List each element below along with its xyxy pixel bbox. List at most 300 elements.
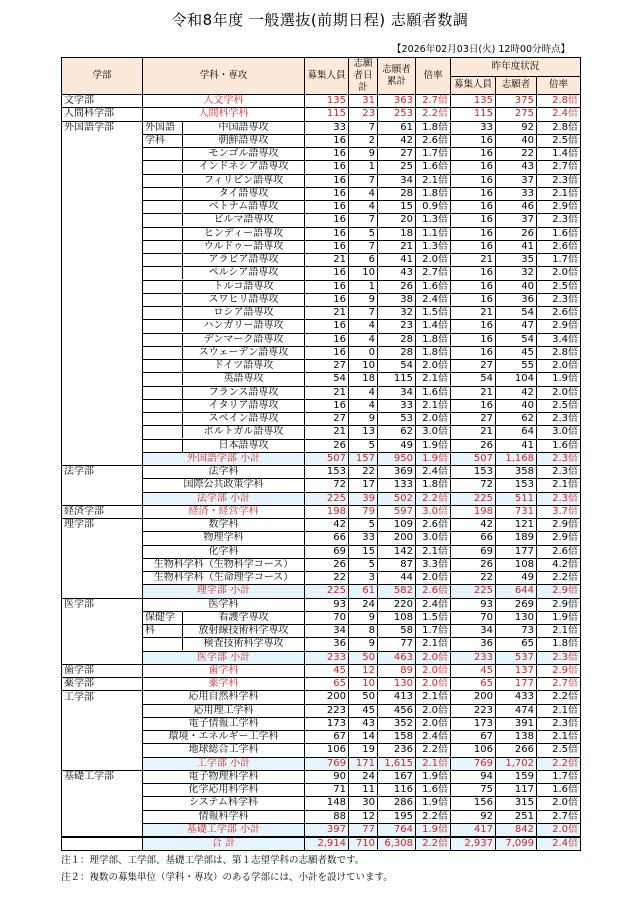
value-cell: 16 xyxy=(305,240,349,253)
value-cell: 644 xyxy=(496,585,537,598)
value-cell: 13 xyxy=(349,426,378,439)
subject-wrap xyxy=(143,439,305,452)
subject-name: 検査技術科学専攻 xyxy=(203,638,284,650)
group-label xyxy=(143,175,183,187)
value-cell: 2.9倍 xyxy=(537,320,581,333)
footnote: 注１：理学部、工学部、基礎工学部は、第１志望学科の志願者数です。 xyxy=(61,855,365,866)
value-cell: 1.3倍 xyxy=(416,240,451,253)
value-cell: 1.9倍 xyxy=(416,439,451,452)
subject-cell: 生物科学科（生命理学コース） xyxy=(143,572,305,585)
value-cell: 156 xyxy=(451,797,496,810)
value-cell: 189 xyxy=(496,532,537,545)
value-cell: 21 xyxy=(451,254,496,267)
subject-name: モンゴル語専攻 xyxy=(208,148,279,160)
value-cell: 17 xyxy=(349,479,378,492)
value-cell: 2.6倍 xyxy=(537,307,581,320)
subject-name: 日本語専攻 xyxy=(218,439,269,451)
value-cell: 16 xyxy=(451,320,496,333)
value-cell: 70 xyxy=(451,611,496,624)
value-cell: 7,099 xyxy=(496,837,537,851)
value-cell: 233 xyxy=(305,651,349,664)
value-cell: 2.2倍 xyxy=(537,691,581,704)
subject-cell: 合 計 xyxy=(143,837,305,851)
value-cell: 1.6倍 xyxy=(537,227,581,240)
subject-wrap xyxy=(143,121,305,134)
subject-wrap xyxy=(143,399,305,412)
table-row xyxy=(62,280,581,293)
value-cell: 135 xyxy=(305,95,349,108)
value-cell: 42 xyxy=(451,519,496,532)
value-cell: 1.6倍 xyxy=(416,386,451,399)
value-cell: 21 xyxy=(305,386,349,399)
subject-cell: 応用自然科学科 xyxy=(143,691,305,704)
value-cell: 2,937 xyxy=(451,837,496,851)
dept-cell xyxy=(62,201,143,214)
value-cell: 34 xyxy=(378,386,416,399)
value-cell: 225 xyxy=(305,585,349,598)
table-row xyxy=(62,770,581,783)
value-cell: 41 xyxy=(496,439,537,452)
subject-wrap xyxy=(143,320,305,333)
value-cell: 251 xyxy=(496,810,537,823)
dept-cell: 工学部 xyxy=(62,691,143,704)
value-cell: 2.0倍 xyxy=(416,413,451,426)
value-cell: 121 xyxy=(496,519,537,532)
value-cell: 71 xyxy=(305,784,349,797)
dept-cell: 基礎工学部 xyxy=(62,770,143,783)
value-cell: 6,308 xyxy=(378,837,416,851)
value-cell: 16 xyxy=(305,214,349,227)
value-cell: 9 xyxy=(349,148,378,161)
value-cell: 2.9倍 xyxy=(537,519,581,532)
value-cell: 7 xyxy=(349,174,378,187)
subject-wrap xyxy=(143,254,305,267)
value-cell: 22 xyxy=(349,466,378,479)
value-cell: 391 xyxy=(496,717,537,730)
value-cell: 2.4倍 xyxy=(416,731,451,744)
value-cell: 4 xyxy=(349,333,378,346)
subject-cell: 電子情報工学科 xyxy=(143,717,305,730)
subject-cell: 工学部 小計 xyxy=(143,757,305,770)
value-cell: 2.0倍 xyxy=(537,386,581,399)
value-cell: 137 xyxy=(496,664,537,677)
subject-cell: 情報科学科 xyxy=(143,810,305,823)
table-row xyxy=(62,148,581,161)
value-cell: 28 xyxy=(378,187,416,200)
value-cell: 2.6倍 xyxy=(416,134,451,147)
value-cell: 32 xyxy=(378,307,416,320)
value-cell: 62 xyxy=(496,413,537,426)
value-cell: 2.0倍 xyxy=(416,664,451,677)
dept-cell xyxy=(62,545,143,558)
value-cell: 1.5倍 xyxy=(416,307,451,320)
value-cell: 2.3倍 xyxy=(537,651,581,664)
group-label xyxy=(143,161,183,173)
value-cell: 198 xyxy=(305,505,349,518)
value-cell: 16 xyxy=(305,280,349,293)
value-cell: 7 xyxy=(349,121,378,134)
subject-cell: 電子物理科学科 xyxy=(143,770,305,783)
value-cell: 49 xyxy=(378,439,416,452)
table-row xyxy=(62,293,581,306)
dept-cell xyxy=(62,240,143,253)
dept-cell xyxy=(62,333,143,346)
subtotal-row xyxy=(62,651,581,664)
subject-name: フィリピン語専攻 xyxy=(203,174,284,186)
value-cell: 225 xyxy=(451,492,496,505)
subject-name: ベトナム語専攻 xyxy=(208,201,279,213)
value-cell: 1.8倍 xyxy=(416,346,451,359)
value-cell: 21 xyxy=(305,254,349,267)
subject-cell: 化学応用科学科 xyxy=(143,784,305,797)
value-cell: 1.3倍 xyxy=(416,214,451,227)
value-cell: 2.1倍 xyxy=(416,399,451,412)
group-label xyxy=(143,440,183,452)
value-cell: 1.8倍 xyxy=(416,187,451,200)
value-cell: 200 xyxy=(451,691,496,704)
table-row xyxy=(62,744,581,757)
value-cell: 2.1倍 xyxy=(416,691,451,704)
dept-cell: 歯学部 xyxy=(62,664,143,677)
value-cell: 0 xyxy=(349,346,378,359)
group-label: 保健学 xyxy=(143,612,183,624)
value-cell: 16 xyxy=(451,346,496,359)
value-cell: 28 xyxy=(378,346,416,359)
value-cell: 2.9倍 xyxy=(537,585,581,598)
subject-cell: 歯学科 xyxy=(143,664,305,677)
value-cell: 1.7倍 xyxy=(416,625,451,638)
value-cell: 3.0倍 xyxy=(416,426,451,439)
dept-cell xyxy=(62,426,143,439)
subject-name: タイ語専攻 xyxy=(218,187,269,199)
value-cell: 2 xyxy=(349,134,378,147)
subject-name: ウルドゥー語専攻 xyxy=(203,240,284,252)
table-row xyxy=(62,466,581,479)
value-cell: 142 xyxy=(378,545,416,558)
value-cell: 40 xyxy=(496,134,537,147)
value-cell: 2.0倍 xyxy=(537,360,581,373)
dept-cell xyxy=(62,572,143,585)
value-cell: 14 xyxy=(349,731,378,744)
subject-cell: 医学科 xyxy=(143,598,305,611)
value-cell: 65 xyxy=(305,678,349,691)
value-cell: 4 xyxy=(349,386,378,399)
value-cell: 2.1倍 xyxy=(537,187,581,200)
subtotal-row xyxy=(62,492,581,505)
dept-cell xyxy=(62,784,143,797)
subject-cell: 地球総合工学科 xyxy=(143,744,305,757)
value-cell: 2.2倍 xyxy=(416,492,451,505)
value-cell: 200 xyxy=(305,691,349,704)
value-cell: 223 xyxy=(305,704,349,717)
subject-name: スワヒリ語専攻 xyxy=(208,293,279,305)
dept-cell xyxy=(62,558,143,571)
subject-name: ハンガリー語専攻 xyxy=(203,320,284,332)
dept-cell xyxy=(62,532,143,545)
value-cell: 93 xyxy=(451,598,496,611)
table-row xyxy=(62,519,581,532)
header-prev-year: 昨年度状況 xyxy=(451,58,581,77)
value-cell: 61 xyxy=(378,121,416,134)
value-cell: 153 xyxy=(305,466,349,479)
table-row xyxy=(62,161,581,174)
value-cell: 223 xyxy=(451,704,496,717)
value-cell: 16 xyxy=(451,267,496,280)
value-cell: 363 xyxy=(378,95,416,108)
value-cell: 24 xyxy=(349,598,378,611)
value-cell: 710 xyxy=(349,837,378,851)
subtotal-row xyxy=(62,585,581,598)
value-cell: 21 xyxy=(305,307,349,320)
dept-cell xyxy=(62,148,143,161)
value-cell: 93 xyxy=(305,598,349,611)
subtotal-row xyxy=(62,452,581,465)
subject-name: ロシア語専攻 xyxy=(213,307,274,319)
value-cell: 1.1倍 xyxy=(416,227,451,240)
value-cell: 2.3倍 xyxy=(537,174,581,187)
value-cell: 10 xyxy=(349,360,378,373)
value-cell: 24 xyxy=(349,770,378,783)
value-cell: 11 xyxy=(349,784,378,797)
value-cell: 233 xyxy=(451,651,496,664)
value-cell: 5 xyxy=(349,558,378,571)
value-cell: 2.3倍 xyxy=(537,466,581,479)
value-cell: 1.8倍 xyxy=(416,333,451,346)
subject-wrap xyxy=(143,333,305,346)
dept-cell xyxy=(62,797,143,810)
value-cell: 36 xyxy=(496,293,537,306)
value-cell: 1.8倍 xyxy=(416,479,451,492)
group-label xyxy=(143,281,183,293)
value-cell: 2.5倍 xyxy=(537,399,581,412)
table-row xyxy=(62,717,581,730)
value-cell: 88 xyxy=(305,810,349,823)
value-cell: 474 xyxy=(496,704,537,717)
table-row xyxy=(62,704,581,717)
dept-cell xyxy=(62,227,143,240)
dept-cell xyxy=(62,492,143,505)
table-row xyxy=(62,267,581,280)
value-cell: 2.0倍 xyxy=(416,651,451,664)
header-dept: 学部 xyxy=(62,58,143,95)
table-row xyxy=(62,108,581,121)
subject-name: ビルマ語専攻 xyxy=(213,214,274,226)
value-cell: 21 xyxy=(451,426,496,439)
group-label xyxy=(143,638,183,650)
subject-wrap xyxy=(143,174,305,187)
value-cell: 55 xyxy=(496,360,537,373)
dept-cell xyxy=(62,280,143,293)
subject-wrap xyxy=(143,611,305,624)
value-cell: 77 xyxy=(349,823,378,837)
value-cell: 2.4倍 xyxy=(416,466,451,479)
subject-wrap xyxy=(143,307,305,320)
value-cell: 27 xyxy=(305,413,349,426)
value-cell: 135 xyxy=(451,95,496,108)
value-cell: 21 xyxy=(451,307,496,320)
value-cell: 19 xyxy=(349,744,378,757)
value-cell: 28 xyxy=(378,333,416,346)
value-cell: 1.7倍 xyxy=(537,254,581,267)
value-cell: 65 xyxy=(451,678,496,691)
dept-cell xyxy=(62,744,143,757)
value-cell: 225 xyxy=(451,585,496,598)
value-cell: 2.0倍 xyxy=(537,823,581,837)
value-cell: 25 xyxy=(378,161,416,174)
value-cell: 26 xyxy=(305,439,349,452)
dept-cell xyxy=(62,611,143,624)
group-label xyxy=(143,214,183,226)
dept-cell xyxy=(62,161,143,174)
value-cell: 16 xyxy=(305,320,349,333)
value-cell: 130 xyxy=(496,611,537,624)
value-cell: 375 xyxy=(496,95,537,108)
value-cell: 26 xyxy=(378,280,416,293)
subject-wrap xyxy=(143,187,305,200)
value-cell: 2.0倍 xyxy=(416,704,451,717)
value-cell: 2.6倍 xyxy=(416,585,451,598)
subject-cell: 人間科学科 xyxy=(143,108,305,121)
value-cell: 26 xyxy=(451,439,496,452)
value-cell: 2.2倍 xyxy=(416,108,451,121)
value-cell: 2.3倍 xyxy=(537,214,581,227)
value-cell: 43 xyxy=(378,267,416,280)
value-cell: 413 xyxy=(378,691,416,704)
table-row xyxy=(62,346,581,359)
value-cell: 1.6倍 xyxy=(416,161,451,174)
value-cell: 34 xyxy=(305,625,349,638)
dept-cell: 法学部 xyxy=(62,466,143,479)
value-cell: 1.9倍 xyxy=(537,611,581,624)
table-row xyxy=(62,386,581,399)
value-cell: 22 xyxy=(451,572,496,585)
subject-wrap xyxy=(143,240,305,253)
value-cell: 2.0倍 xyxy=(416,360,451,373)
subject-name: ポルトガル語専攻 xyxy=(203,426,284,438)
value-cell: 502 xyxy=(378,492,416,505)
value-cell: 253 xyxy=(378,108,416,121)
value-cell: 12 xyxy=(349,664,378,677)
group-label xyxy=(143,254,183,266)
group-label xyxy=(143,148,183,160)
dept-cell xyxy=(62,704,143,717)
subject-name: スペイン語専攻 xyxy=(208,413,279,425)
value-cell: 73 xyxy=(496,625,537,638)
subject-cell: 物理学科 xyxy=(143,532,305,545)
value-cell: 4 xyxy=(349,187,378,200)
subject-cell: 環境・エネルギー工学科 xyxy=(143,731,305,744)
dept-cell xyxy=(62,373,143,386)
value-cell: 16 xyxy=(451,240,496,253)
value-cell: 2.0倍 xyxy=(537,797,581,810)
value-cell: 16 xyxy=(305,346,349,359)
value-cell: 225 xyxy=(305,492,349,505)
subject-wrap xyxy=(143,638,305,651)
value-cell: 3.0倍 xyxy=(416,532,451,545)
table-row xyxy=(62,572,581,585)
value-cell: 33 xyxy=(496,187,537,200)
value-cell: 18 xyxy=(378,227,416,240)
value-cell: 58 xyxy=(378,625,416,638)
dept-cell xyxy=(62,399,143,412)
value-cell: 72 xyxy=(305,479,349,492)
value-cell: 9 xyxy=(349,611,378,624)
value-cell: 67 xyxy=(305,731,349,744)
value-cell: 2.1倍 xyxy=(537,625,581,638)
value-cell: 16 xyxy=(305,174,349,187)
value-cell: 9 xyxy=(349,413,378,426)
value-cell: 69 xyxy=(451,545,496,558)
value-cell: 171 xyxy=(349,757,378,770)
dept-cell: 経済学部 xyxy=(62,505,143,518)
value-cell: 5 xyxy=(349,227,378,240)
value-cell: 157 xyxy=(349,452,378,465)
value-cell: 53 xyxy=(378,413,416,426)
value-cell: 115 xyxy=(305,108,349,121)
value-cell: 7 xyxy=(349,307,378,320)
table-row xyxy=(62,307,581,320)
value-cell: 133 xyxy=(378,479,416,492)
subject-wrap xyxy=(143,134,305,147)
value-cell: 352 xyxy=(378,717,416,730)
table-row xyxy=(62,532,581,545)
value-cell: 34 xyxy=(378,174,416,187)
value-cell: 16 xyxy=(305,187,349,200)
value-cell: 511 xyxy=(496,492,537,505)
dept-cell: 医学部 xyxy=(62,598,143,611)
value-cell: 173 xyxy=(305,717,349,730)
timestamp: 【2026年02月03日(火) 12時00分時点】 xyxy=(392,44,570,55)
group-label xyxy=(143,373,183,385)
subject-wrap xyxy=(143,293,305,306)
value-cell: 44 xyxy=(378,572,416,585)
value-cell: 16 xyxy=(451,227,496,240)
dept-cell xyxy=(62,267,143,280)
footnotes xyxy=(61,852,393,886)
subject-wrap xyxy=(143,386,305,399)
value-cell: 769 xyxy=(305,757,349,770)
value-cell: 2.6倍 xyxy=(537,240,581,253)
table-row xyxy=(62,134,581,147)
value-cell: 3.4倍 xyxy=(537,333,581,346)
value-cell: 195 xyxy=(378,810,416,823)
value-cell: 2.1倍 xyxy=(416,638,451,651)
value-cell: 463 xyxy=(378,651,416,664)
subject-wrap xyxy=(143,413,305,426)
subject-wrap xyxy=(143,214,305,227)
value-cell: 266 xyxy=(496,744,537,757)
table-row xyxy=(62,214,581,227)
value-cell: 158 xyxy=(378,731,416,744)
value-cell: 2.5倍 xyxy=(537,744,581,757)
value-cell: 9 xyxy=(349,293,378,306)
subject-wrap xyxy=(143,148,305,161)
value-cell: 16 xyxy=(305,333,349,346)
dept-cell xyxy=(62,293,143,306)
value-cell: 16 xyxy=(451,134,496,147)
value-cell: 2.4倍 xyxy=(537,837,581,851)
header-quota: 募集人員 xyxy=(305,58,349,95)
subject-wrap xyxy=(143,201,305,214)
value-cell: 1 xyxy=(349,280,378,293)
value-cell: 2.2倍 xyxy=(416,744,451,757)
value-cell: 69 xyxy=(305,545,349,558)
value-cell: 1.6倍 xyxy=(537,784,581,797)
value-cell: 2.5倍 xyxy=(537,280,581,293)
table-row xyxy=(62,625,581,638)
value-cell: 2.7倍 xyxy=(416,95,451,108)
value-cell: 1.9倍 xyxy=(416,823,451,837)
